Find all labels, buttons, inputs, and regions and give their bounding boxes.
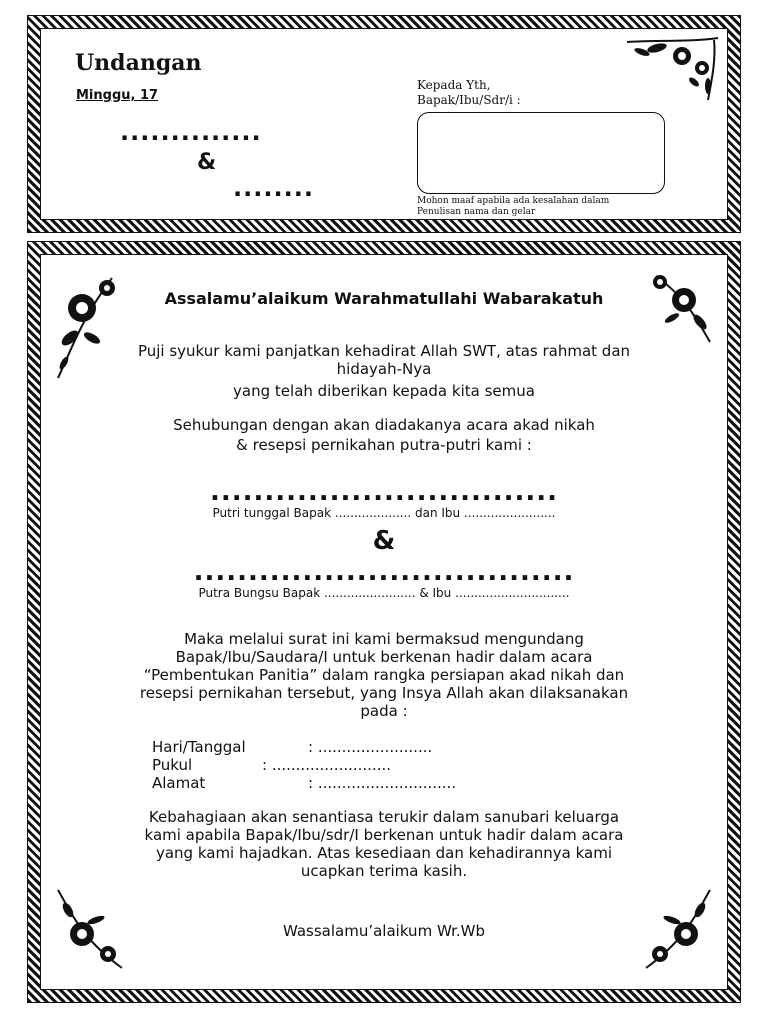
praise-line-2: hidayah-Nya bbox=[336, 360, 432, 378]
praise-line-1: Puji syukur kami panjatkan kehadirat Allah SWT, atas rahmat dan bbox=[137, 342, 631, 360]
intro-line-2: & resepsi pernikahan putra-putri kami : bbox=[236, 436, 532, 454]
invite-line-4: resepsi pernikahan tersebut, yang Insya Allah akan dilaksanakan bbox=[139, 684, 629, 702]
closing-greeting: Wassalamu’alaikum Wr.Wb bbox=[282, 922, 486, 940]
ampersand: & bbox=[372, 526, 396, 556]
closing-line-4: ucapkan terima kasih. bbox=[300, 862, 468, 880]
time-label: Pukul bbox=[152, 756, 193, 774]
address-label: Alamat bbox=[152, 774, 206, 792]
recipient-address-box bbox=[417, 112, 665, 194]
apology-note-line-2: Penulisan nama dan gelar bbox=[417, 207, 536, 217]
apology-note-line-1: Mohon maaf apabila ada kesalahan dalam bbox=[417, 196, 610, 206]
card-title: Undangan bbox=[75, 50, 202, 76]
floral-corner-icon bbox=[636, 268, 716, 348]
intro-line-1: Sehubungan dengan akan diadakanya acara akad nikah bbox=[173, 416, 595, 434]
invitation-letter bbox=[28, 242, 740, 1002]
invite-line-2: Bapak/Ibu/Saudara/I untuk berkenan hadir dalam acara bbox=[175, 648, 593, 666]
recipient-salutation: Bapak/Ibu/Sdr/i : bbox=[417, 93, 521, 107]
address-value: : ............................. bbox=[308, 774, 457, 792]
time-value: : ......................... bbox=[262, 756, 392, 774]
bride-name: ................................ bbox=[209, 477, 559, 507]
ampersand: & bbox=[197, 150, 217, 175]
closing-line-1: Kebahagiaan akan senantiasa terukir dalam sanubari keluarga bbox=[148, 808, 620, 826]
groom-name-placeholder: ........ bbox=[233, 174, 314, 202]
floral-corner-icon bbox=[622, 34, 722, 104]
invite-line-1: Maka melalui surat ini kami bermaksud mengundang bbox=[184, 630, 584, 648]
invite-line-5: pada : bbox=[360, 702, 408, 720]
groom-parents: Putra Bungsu Bapak ........................ & Ibu .............................. bbox=[198, 586, 570, 600]
bride-name-placeholder: .............. bbox=[120, 118, 262, 146]
closing-line-2: kami apabila Bapak/Ibu/sdr/I berkenan untuk hadir dalam acara bbox=[144, 826, 624, 844]
day-label: Hari/Tanggal bbox=[152, 738, 246, 756]
bride-parents: Putri tunggal Bapak .................... dan Ibu ........................ bbox=[212, 506, 556, 520]
praise-line-3: yang telah diberikan kepada kita semua bbox=[233, 382, 535, 400]
event-date: Minggu, 17 bbox=[76, 88, 159, 103]
day-value: : ........................ bbox=[308, 738, 433, 756]
groom-name: ................................... bbox=[193, 557, 575, 587]
recipient-heading: Kepada Yth, bbox=[417, 78, 491, 92]
invite-line-3: “Pembentukan Panitia” dalam rangka persiapan akad nikah dan bbox=[143, 666, 625, 684]
envelope-card bbox=[28, 16, 740, 232]
opening-greeting: Assalamu’alaikum Warahmatullahi Wabarakatuh bbox=[164, 289, 604, 308]
closing-line-3: yang kami hajadkan. Atas kesediaan dan kehadirannya kami bbox=[155, 844, 613, 862]
